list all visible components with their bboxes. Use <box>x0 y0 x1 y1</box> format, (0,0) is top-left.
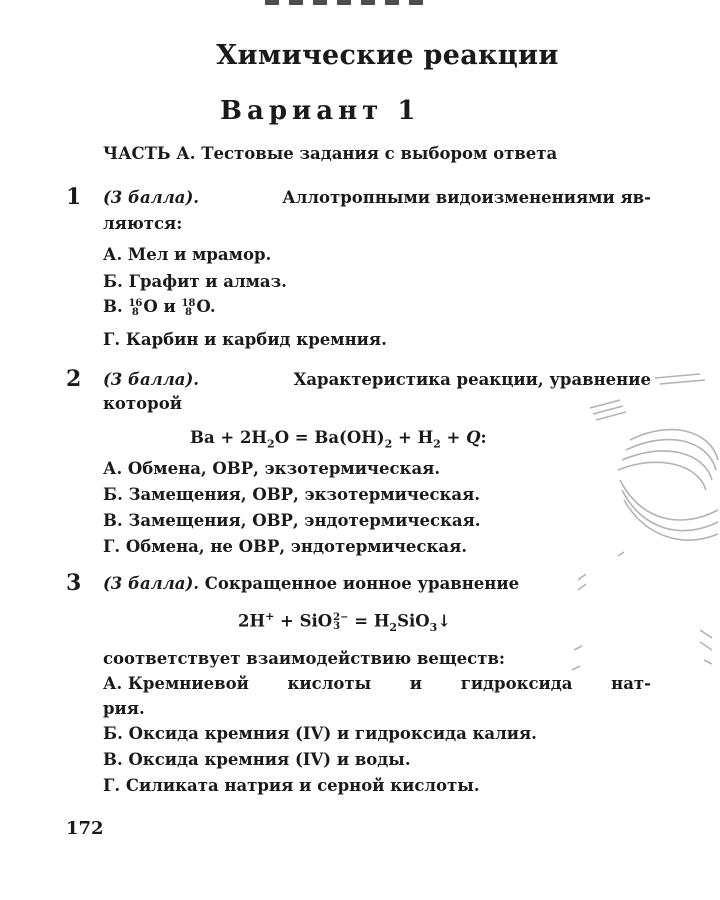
eq2-part3: + H <box>392 428 434 447</box>
eq3-sub1: 2 <box>389 620 398 634</box>
option-a-word-3: и <box>409 674 423 693</box>
question-1-text: Аллотропными видоизменениями яв- <box>282 188 651 207</box>
question-2-option-c: В. Замещения, ОВР, эндотермическая. <box>103 511 481 530</box>
isotope-2-number: 8 <box>184 306 192 318</box>
question-2-option-b: Б. Замещения, ОВР, экзотермическая. <box>103 485 481 504</box>
question-3-option-d: Г. Силиката натрия и серной кислоты. <box>103 776 480 795</box>
eq3-part3: = H <box>348 611 390 631</box>
variant-heading: Вариант 1 <box>220 96 421 126</box>
option-a-word-5: нат- <box>611 674 651 693</box>
eq3-ion-charge: 2− <box>333 612 349 623</box>
eq3-ion-notation <box>333 613 348 631</box>
isotope-1-mass: 16 <box>128 297 143 309</box>
question-1-text-line2: ляются: <box>103 214 183 233</box>
eq2-sub2: 2 <box>384 437 393 451</box>
question-3-text: Сокращенное ионное уравнение <box>204 574 520 593</box>
eq2-part2: O = Ba(OH) <box>274 428 385 447</box>
question-2-equation <box>190 428 487 450</box>
eq3-sub2: 3 <box>429 620 438 634</box>
question-1-option-b: Б. Графит и алмаз. <box>103 272 287 291</box>
eq2-heat-symbol: Q <box>466 428 481 447</box>
question-3-text-line2: соответствует взаимодействию веществ: <box>103 649 506 668</box>
isotope-2-mass: 18 <box>181 297 196 309</box>
page-title: Химические реакции <box>216 40 559 71</box>
eq2-sub3: 2 <box>433 437 441 451</box>
eq3-part2: + SiO <box>274 611 333 631</box>
question-1-points: (3 балла). <box>103 188 200 207</box>
option-c-and: и <box>163 297 176 316</box>
question-3-option-a <box>103 674 651 693</box>
top-edge-artifact <box>265 0 430 5</box>
isotope-1-notation <box>128 299 142 317</box>
part-heading <box>103 144 557 163</box>
isotope-2-notation <box>182 299 196 317</box>
isotope-1-element: O <box>143 297 158 316</box>
eq2-part4: + <box>440 428 467 447</box>
eq3-ion-sub: 3 <box>333 621 341 632</box>
eq2-part5: : <box>480 428 487 447</box>
page-number: 172 <box>66 818 104 839</box>
question-3-option-a-continued: рия. <box>103 699 145 718</box>
option-a-word-1: А. Кремниевой <box>103 674 249 693</box>
isotope-1-number: 8 <box>131 306 139 318</box>
question-2-text: Характеристика реакции, уравнение <box>293 370 651 389</box>
eq3-part4: SiO <box>397 611 430 631</box>
question-3-option-b: Б. Оксида кремния (IV) и гидроксида калия. <box>103 724 537 743</box>
part-lead: ЧАСТЬ А. <box>103 144 196 163</box>
eq3-part5: ↓ <box>437 611 452 631</box>
scan-bleed-artifact <box>560 360 720 780</box>
question-3-equation <box>238 610 451 634</box>
eq3-part1: 2H <box>238 611 266 631</box>
question-3-text-line1 <box>103 574 519 593</box>
option-c-label: В. <box>103 297 123 316</box>
question-3-number: 3 <box>66 570 82 596</box>
option-a-word-2: кислоты <box>287 674 372 693</box>
question-1-option-c <box>103 297 216 317</box>
isotope-2-element: O. <box>196 297 216 316</box>
question-1-number: 1 <box>66 184 82 210</box>
question-1-option-a: А. Мел и мрамор. <box>103 245 272 264</box>
question-2-text-line1 <box>103 370 651 389</box>
eq3-sup1: + <box>265 610 275 623</box>
option-a-word-4: гидроксида <box>460 674 573 693</box>
question-1-option-d: Г. Карбин и карбид кремния. <box>103 330 387 349</box>
question-2-option-a: А. Обмена, ОВР, экзотермическая. <box>103 459 441 478</box>
question-2-text-line2: которой <box>103 394 182 413</box>
question-2-points: (3 балла). <box>103 370 200 389</box>
question-2-option-d: Г. Обмена, не ОВР, эндотермическая. <box>103 537 467 556</box>
question-3-option-c: В. Оксида кремния (IV) и воды. <box>103 750 411 769</box>
question-3-points: (3 балла). <box>103 574 200 593</box>
part-text: Тестовые задания с выбором ответа <box>201 144 558 163</box>
eq2-sub1: 2 <box>267 437 275 451</box>
question-1-text-line1 <box>103 188 651 207</box>
question-2-number: 2 <box>66 366 82 392</box>
eq2-part1: Ba + 2H <box>190 428 268 447</box>
